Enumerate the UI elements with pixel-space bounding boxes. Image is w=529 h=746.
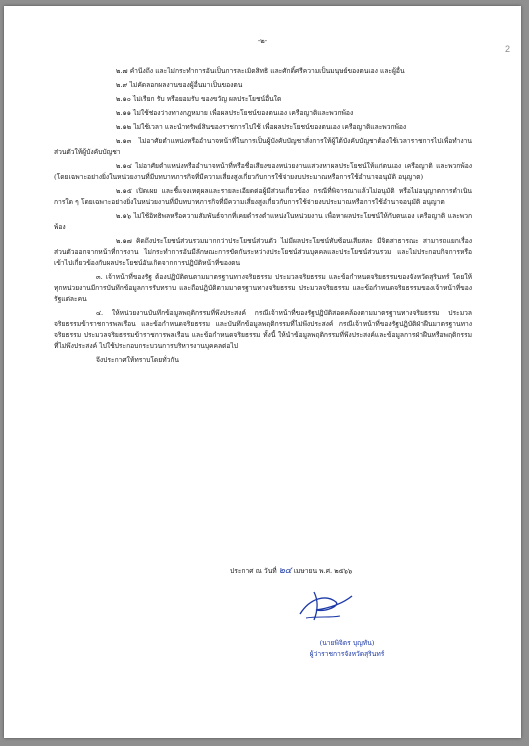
clause-2-15: ๒.๑๕ เปิดเผย และชี้แจงเหตุผลและรายละเอียดต่อผู้มีส่วนเกี่ยวข้อง กรณีที่พิจารณาแล้วไม่อนุมัติ หรือไม่อนุญาตการดำเนินการใด ๆ โดยเฉพาะอย่างยิ่งในหน่วยงานที่มีบทบาทภารกิจที่มีความเสี่ยงสูงเกี่ยวกับการใช้จ่ายงบประมาณหรือการใช้อำนาจอนุมัติ อนุญาต bbox=[54, 187, 472, 206]
signatory-name: (นายพิจิตร บุญทัน) bbox=[319, 639, 375, 647]
clause-2-7: ๒.๗ คำนึงถึง และไม่กระทำการอันเป็นการละเมิดสิทธิ และศักดิ์ศรีความเป็นมนุษย์ของตนเอง และผู้อื่น bbox=[116, 67, 405, 75]
clause-2-17: ๒.๑๗ คิดถึงประโยชน์ส่วนรวมมากกว่าประโยชน์ส่วนตัว ไม่มีผลประโยชน์ทับซ้อนเสียสละ มีจิตสาธารณะ สามารถแยกเรื่องส่วนตัวออกจากหน้าที่การงาน ไม่กระทำการอันมีลักษณะการขัดกันระหว่างประโยชน์ส่วนบุคคลและประโยชน์ส่วนรวม และไม่ประกอบกิจการหรือเข้าไปเกี่ยวข้องกับผลประโยชน์อันเกิดจากการปฏิบัติหน้าที่ของตน bbox=[54, 237, 472, 267]
clause-2-11: ๒.๑๑ ไม่ใช้ช่องว่างทางกฎหมาย เพื่อผลประโยชน์ของตนเอง เครือญาติและพวกพ้อง bbox=[116, 109, 354, 117]
signatory-block bbox=[262, 638, 432, 660]
clause-2-9: ๒.๙ ไม่คัดลอกผลงานของผู้อื่นมาเป็นของตน bbox=[116, 81, 243, 89]
clause-2-16: ๒.๑๖ ไม่ใช้อิทธิพลหรือความสัมพันธ์จากที่เคยดำรงตำแหน่งในหน่วยงาน เพื่อหาผลประโยชน์ให้กับตนเอง เครือญาติ และพวกพ้อง bbox=[54, 212, 472, 231]
clause-2-10: ๒.๑๐ ไม่เรียก รับ หรือยอมรับ ของขวัญ ผลประโยชน์อื่นใด bbox=[116, 95, 282, 103]
document-body bbox=[54, 66, 472, 369]
document-page bbox=[4, 6, 521, 738]
page-number: -๒- bbox=[257, 37, 268, 45]
date-prefix: ประกาศ ณ วันที่ bbox=[230, 567, 277, 575]
clause-4: ๔. ให้หน่วยงานบันทึกข้อมูลพฤติกรรมที่พึงประสงค์ กรณีเจ้าหน้าที่ของรัฐปฏิบัติสอดคล้องตามมาตรฐานทางจริยธรรม ประมวลจริยธรรมข้าราชการพลเรือน และข้อกำหนดจริยธรรม และบันทึกข้อมูลพฤติกรรมที่ไม่พึงประสงค์ กรณีเจ้าหน้าที่ของรัฐปฏิบัติฝ่าฝืนมาตรฐานทางจริยธรรม ประมวลจริยธรรมข้าราชการพลเรือน และข้อกำหนดจริยธรรม ทั้งนี้ ให้นำข้อมูลพฤติกรรมที่พึงประสงค์และข้อมูลการฝ่าฝืนหรือพฤติกรรมที่ไม่พึงประสงค์ ไปใช้ประกอบกระบวนการบริหารงานบุคคลต่อไป bbox=[54, 309, 472, 350]
closing-statement: จึงประกาศให้ทราบโดยทั่วกัน bbox=[96, 356, 179, 364]
clause-3: ๓. เจ้าหน้าที่ของรัฐ ต้องปฏิบัติตนตามมาตรฐานทางจริยธรรม ประมวลจริยธรรม และข้อกำหนดจริยธรรมของจังหวัดสุรินทร์ โดยให้ทุกหน่วยงานมีการบันทึกข้อมูลการรับทราบ และถือปฏิบัติตามมาตรฐานทางจริยธรรม ประมวลจริยธรรม และข้อกำหนดจริยธรรมของเจ้าหน้าที่ของรัฐแต่ละคน bbox=[54, 273, 472, 303]
signatory-position: ผู้ว่าราชการจังหวัดสุรินทร์ bbox=[309, 650, 385, 658]
handwritten-signature bbox=[296, 588, 356, 624]
announcement-date bbox=[230, 563, 352, 577]
clause-2-13: ๒.๑๓ ไม่อาศัยตำแหน่งหรืออำนาจหน้าที่ในการเป็นผู้บังคับบัญชาสั่งการให้ผู้ใต้บังคับบัญชาต้องใช้เวลาราชการไปเพื่อทำงานส่วนตัวให้ผู้บังคับบัญชา bbox=[54, 137, 472, 156]
clause-2-14: ๒.๑๔ ไม่อาศัยตำแหน่งหรืออำนาจหน้าที่หรือชื่อเสียงของหน่วยงานแสวงหาผลประโยชน์ให้แก่ตนเอง เครือญาติ และพวกพ้อง (โดยเฉพาะอย่างยิ่งในหน่วยงานที่มีบทบาทภารกิจที่มีความเสี่ยงสูงเกี่ยวกับการใช้จ่ายงบประมาณหรือการใช้อำนาจอนุมัติ อนุญาต) bbox=[54, 162, 472, 181]
date-day: ๒๔ bbox=[278, 566, 292, 576]
page-corner-number: 2 bbox=[504, 44, 510, 54]
date-month-year: เมษายน พ.ศ. ๒๕๖๖ bbox=[293, 567, 353, 575]
clause-2-12: ๒.๑๒ ไม่ใช้เวลา และนำทรัพย์สินของราชการไปใช้ เพื่อผลประโยชน์ของตนเอง เครือญาติและพวกพ้อง bbox=[116, 123, 407, 131]
